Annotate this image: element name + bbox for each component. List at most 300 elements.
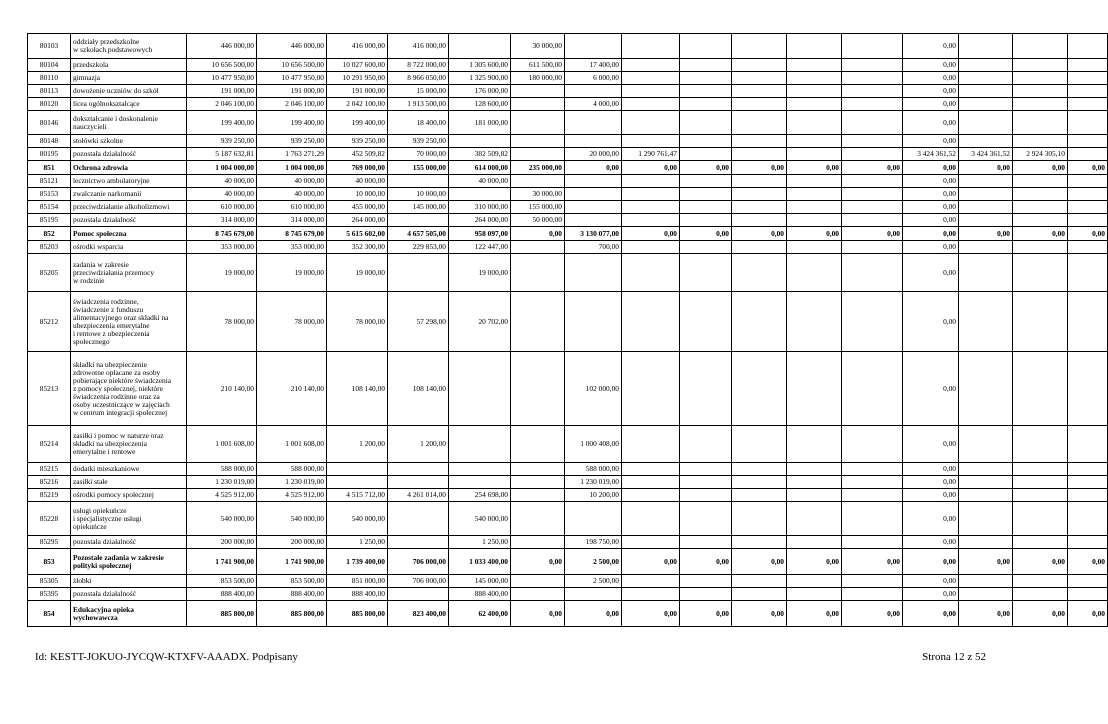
page-number-footer: Strona 12 z 52 [922,651,986,663]
statutory-tasks-cell [449,135,511,148]
social-benefits-cell: 2 500,00 [565,575,622,588]
col-14-cell [842,85,903,98]
salaries-cell [388,476,449,489]
statutory-tasks-cell: 122 447,00 [449,241,511,254]
unit-expenses-cell: 10 291 950,00 [327,72,388,85]
planned-total-cell: 210 140,00 [187,352,257,426]
social-benefits-cell: 102 000,00 [565,352,622,426]
col-18-cell [1068,188,1108,201]
planned-total-cell: 588 000,00 [187,463,257,476]
statutory-tasks-cell: 382 509,82 [449,148,511,161]
section-name-cell: pozostała działalność [71,148,187,161]
planned-total-cell: 2 046 100,00 [187,98,257,111]
guarantees-cell [680,98,732,111]
eu-investments-cell [1013,588,1068,601]
statutory-tasks-cell: 254 698,00 [449,489,511,502]
investments-cell [959,98,1013,111]
investments-cell [959,111,1013,135]
debt-service-cell [732,463,787,476]
eu-funds-cell [622,352,680,426]
col-18-cell [1068,575,1108,588]
guarantees-cell [680,426,732,463]
section-name-cell: ośrodki pomocy społecznej [71,489,187,502]
grants-cell: 180 000,00 [511,72,565,85]
col-14-cell: 0,00 [842,549,903,575]
property-expenses-cell: 0,00 [903,227,959,241]
property-expenses-cell: 0,00 [903,601,959,627]
table-row [28,463,1108,476]
col-14-cell [842,588,903,601]
investments-cell [959,254,1013,292]
debt-service-cell [732,214,787,227]
guarantees-cell: 0,00 [680,549,732,575]
salaries-cell: 1 200,00 [388,426,449,463]
col-14-cell [842,175,903,188]
salaries-cell [388,175,449,188]
property-expenses-cell: 0,00 [903,426,959,463]
planned-total-cell: 1 001 608,00 [187,426,257,463]
unit-expenses-cell [327,476,388,489]
col-18-cell: 0,00 [1068,549,1108,575]
col-18-cell [1068,85,1108,98]
classification-code-cell: 85195 [28,214,71,227]
property-expenses-cell: 0,00 [903,98,959,111]
investments-cell [959,188,1013,201]
social-benefits-cell: 198 750,00 [565,536,622,549]
property-expenses-cell: 0,00 [903,549,959,575]
guarantees-cell [680,292,732,352]
social-benefits-cell: 6 000,00 [565,72,622,85]
salaries-cell: 823 400,00 [388,601,449,627]
salaries-cell: 155 000,00 [388,161,449,175]
grants-cell [511,352,565,426]
table-row [28,111,1108,135]
property-expenses-cell: 3 424 361,52 [903,148,959,161]
salaries-cell [388,254,449,292]
debt-service-cell [732,489,787,502]
planned-total-cell: 191 000,00 [187,85,257,98]
guarantees-cell [680,85,732,98]
salaries-cell: 70 000,00 [388,148,449,161]
grants-cell [511,241,565,254]
col-14-cell: 0,00 [842,601,903,627]
salaries-cell: 939 250,00 [388,135,449,148]
grants-cell [511,135,565,148]
section-name-cell: świadczenia rodzinne, świadczenie z funduszu alimentacyjnego oraz składki na ubezpieczenia emerytalne i rentowe z ubezpieczenia społecznego [71,292,187,352]
debt-service-cell: 0,00 [732,227,787,241]
section-name-cell: przedszkola [71,59,187,72]
col-13-cell [787,575,842,588]
unit-expenses-cell: 352 300,00 [327,241,388,254]
table-row [28,352,1108,426]
table-row [28,292,1108,352]
planned-total-cell: 19 000,00 [187,254,257,292]
section-name-cell: Ochrona zdrowia [71,161,187,175]
guarantees-cell [680,536,732,549]
planned-total-cell: 888 400,00 [187,588,257,601]
unit-expenses-cell: 10 000,00 [327,188,388,201]
section-name-cell: dokształcanie i doskonalenie nauczycieli [71,111,187,135]
table-row [28,476,1108,489]
col-13-cell: 0,00 [787,601,842,627]
classification-code-cell: 80110 [28,72,71,85]
unit-expenses-cell: 416 000,00 [327,34,388,59]
col-18-cell [1068,72,1108,85]
social-benefits-cell [565,135,622,148]
social-benefits-cell [565,588,622,601]
current-expenses-cell: 78 000,00 [257,292,327,352]
property-expenses-cell: 0,00 [903,241,959,254]
eu-funds-cell [622,588,680,601]
eu-investments-cell [1013,254,1068,292]
eu-funds-cell: 0,00 [622,601,680,627]
social-benefits-cell: 700,00 [565,241,622,254]
section-row [28,161,1108,175]
classification-code-cell: 85213 [28,352,71,426]
eu-investments-cell [1013,111,1068,135]
grants-cell [511,426,565,463]
classification-code-cell: 853 [28,549,71,575]
current-expenses-cell: 40 000,00 [257,175,327,188]
grants-cell [511,476,565,489]
section-name-cell: przeciwdziałanie alkoholizmowi [71,201,187,214]
social-benefits-cell: 20 000,00 [565,148,622,161]
col-18-cell [1068,98,1108,111]
table-row [28,426,1108,463]
social-benefits-cell: 0,00 [565,161,622,175]
planned-total-cell: 1 230 019,00 [187,476,257,489]
col-14-cell: 0,00 [842,227,903,241]
current-expenses-cell: 10 656 500,00 [257,59,327,72]
col-13-cell [787,214,842,227]
unit-expenses-cell: 19 000,00 [327,254,388,292]
col-14-cell [842,489,903,502]
social-benefits-cell [565,502,622,536]
statutory-tasks-cell: 1 250,00 [449,536,511,549]
planned-total-cell: 5 187 632,81 [187,148,257,161]
grants-cell [511,111,565,135]
section-name-cell: zasiłki i pomoc w naturze oraz składki na ubezpieczenia emerytalne i rentowe [71,426,187,463]
salaries-cell: 8 722 000,00 [388,59,449,72]
statutory-tasks-cell: 40 000,00 [449,175,511,188]
statutory-tasks-cell [449,426,511,463]
table-row [28,72,1108,85]
statutory-tasks-cell: 310 000,00 [449,201,511,214]
debt-service-cell [732,476,787,489]
property-expenses-cell: 0,00 [903,575,959,588]
debt-service-cell [732,34,787,59]
property-expenses-cell: 0,00 [903,161,959,175]
section-name-cell: licea ogólnokształcące [71,98,187,111]
guarantees-cell [680,352,732,426]
section-name-cell: pozostała działalność [71,214,187,227]
grants-cell [511,98,565,111]
social-benefits-cell: 0,00 [565,601,622,627]
guarantees-cell [680,34,732,59]
debt-service-cell [732,588,787,601]
eu-funds-cell [622,72,680,85]
property-expenses-cell: 0,00 [903,175,959,188]
social-benefits-cell: 17 400,00 [565,59,622,72]
investments-cell [959,352,1013,426]
col-14-cell [842,536,903,549]
property-expenses-cell: 0,00 [903,489,959,502]
eu-investments-cell [1013,135,1068,148]
current-expenses-cell: 314 000,00 [257,214,327,227]
col-14-cell [842,426,903,463]
property-expenses-cell: 0,00 [903,352,959,426]
col-14-cell [842,292,903,352]
budget-table [27,33,1108,627]
col-14-cell [842,575,903,588]
social-benefits-cell: 588 000,00 [565,463,622,476]
col-18-cell: 0,00 [1068,601,1108,627]
col-18-cell [1068,135,1108,148]
grants-cell: 235 000,00 [511,161,565,175]
property-expenses-cell: 0,00 [903,476,959,489]
current-expenses-cell: 1 741 900,00 [257,549,327,575]
col-18-cell [1068,201,1108,214]
social-benefits-cell [565,188,622,201]
salaries-cell: 229 853,00 [388,241,449,254]
guarantees-cell [680,135,732,148]
grants-cell [511,536,565,549]
col-14-cell [842,201,903,214]
eu-investments-cell [1013,175,1068,188]
eu-funds-cell [622,463,680,476]
col-18-cell [1068,214,1108,227]
investments-cell [959,536,1013,549]
debt-service-cell: 0,00 [732,601,787,627]
property-expenses-cell: 0,00 [903,59,959,72]
table-row [28,98,1108,111]
section-name-cell: Pomoc społeczna [71,227,187,241]
salaries-cell: 706 000,00 [388,549,449,575]
guarantees-cell [680,254,732,292]
eu-funds-cell: 0,00 [622,227,680,241]
table-row [28,34,1108,59]
col-13-cell [787,188,842,201]
unit-expenses-cell: 78 000,00 [327,292,388,352]
eu-funds-cell [622,175,680,188]
social-benefits-cell [565,292,622,352]
col-13-cell [787,426,842,463]
eu-funds-cell [622,476,680,489]
social-benefits-cell [565,34,622,59]
col-18-cell [1068,34,1108,59]
section-name-cell: Edukacyjna opieka wychowawcza [71,601,187,627]
col-14-cell [842,476,903,489]
unit-expenses-cell: 851 000,00 [327,575,388,588]
unit-expenses-cell: 1 739 400,00 [327,549,388,575]
eu-funds-cell [622,502,680,536]
social-benefits-cell: 4 000,00 [565,98,622,111]
col-18-cell [1068,489,1108,502]
investments-cell: 0,00 [959,601,1013,627]
unit-expenses-cell: 888 400,00 [327,588,388,601]
eu-funds-cell: 0,00 [622,161,680,175]
section-name-cell: pozostała działalność [71,536,187,549]
eu-investments-cell [1013,59,1068,72]
document-id-footer: Id: KESTT-JOKUO-JYCQW-KTXFV-AAADX. Podpisany [35,651,298,663]
current-expenses-cell: 885 800,00 [257,601,327,627]
col-14-cell [842,135,903,148]
debt-service-cell [732,536,787,549]
investments-cell [959,59,1013,72]
col-13-cell [787,241,842,254]
classification-code-cell: 85214 [28,426,71,463]
debt-service-cell [732,254,787,292]
planned-total-cell: 610 000,00 [187,201,257,214]
current-expenses-cell: 610 000,00 [257,201,327,214]
current-expenses-cell: 199 400,00 [257,111,327,135]
planned-total-cell: 8 745 679,00 [187,227,257,241]
section-name-cell: dodatki mieszkaniowe [71,463,187,476]
section-name-cell: stołówki szkolne [71,135,187,148]
eu-funds-cell [622,575,680,588]
eu-investments-cell [1013,575,1068,588]
social-benefits-cell [565,85,622,98]
col-18-cell [1068,536,1108,549]
classification-code-cell: 85154 [28,201,71,214]
debt-service-cell [732,135,787,148]
classification-code-cell: 85395 [28,588,71,601]
col-18-cell [1068,175,1108,188]
social-benefits-cell [565,111,622,135]
statutory-tasks-cell: 20 702,00 [449,292,511,352]
col-13-cell [787,59,842,72]
salaries-cell [388,463,449,476]
property-expenses-cell: 0,00 [903,34,959,59]
statutory-tasks-cell: 888 400,00 [449,588,511,601]
eu-investments-cell: 0,00 [1013,601,1068,627]
classification-code-cell: 80195 [28,148,71,161]
guarantees-cell [680,489,732,502]
current-expenses-cell: 10 477 950,00 [257,72,327,85]
guarantees-cell: 0,00 [680,227,732,241]
current-expenses-cell: 540 000,00 [257,502,327,536]
table-row [28,175,1108,188]
section-name-cell: żłobki [71,575,187,588]
planned-total-cell: 200 000,00 [187,536,257,549]
section-name-cell: zadania w zakresie przeciwdziałania przemocy w rodzinie [71,254,187,292]
eu-funds-cell: 0,00 [622,549,680,575]
unit-expenses-cell: 40 000,00 [327,175,388,188]
debt-service-cell [732,98,787,111]
unit-expenses-cell: 1 250,00 [327,536,388,549]
property-expenses-cell: 0,00 [903,72,959,85]
col-13-cell [787,148,842,161]
planned-total-cell: 314 000,00 [187,214,257,227]
table-row [28,575,1108,588]
section-name-cell: Pozostałe zadania w zakresie polityki społecznej [71,549,187,575]
debt-service-cell [732,575,787,588]
table-row [28,85,1108,98]
classification-code-cell: 80103 [28,34,71,59]
guarantees-cell [680,201,732,214]
col-13-cell: 0,00 [787,549,842,575]
investments-cell [959,588,1013,601]
eu-investments-cell [1013,536,1068,549]
current-expenses-cell: 1 230 019,00 [257,476,327,489]
salaries-cell [388,588,449,601]
salaries-cell: 1 913 500,00 [388,98,449,111]
unit-expenses-cell: 452 509,82 [327,148,388,161]
unit-expenses-cell: 455 000,00 [327,201,388,214]
eu-funds-cell [622,241,680,254]
eu-investments-cell [1013,214,1068,227]
eu-funds-cell: 1 290 761,47 [622,148,680,161]
col-13-cell [787,489,842,502]
eu-investments-cell [1013,98,1068,111]
eu-investments-cell [1013,85,1068,98]
guarantees-cell [680,502,732,536]
statutory-tasks-cell: 145 000,00 [449,575,511,588]
col-14-cell [842,188,903,201]
eu-funds-cell [622,59,680,72]
investments-cell [959,575,1013,588]
col-18-cell: 0,00 [1068,161,1108,175]
investments-cell [959,489,1013,502]
debt-service-cell [732,241,787,254]
statutory-tasks-cell: 181 000,00 [449,111,511,135]
property-expenses-cell: 0,00 [903,588,959,601]
col-18-cell [1068,463,1108,476]
eu-investments-cell: 0,00 [1013,227,1068,241]
eu-investments-cell [1013,476,1068,489]
classification-code-cell: 80148 [28,135,71,148]
col-13-cell [787,588,842,601]
social-benefits-cell: 2 500,00 [565,549,622,575]
debt-service-cell [732,59,787,72]
current-expenses-cell: 2 046 100,00 [257,98,327,111]
table-row [28,489,1108,502]
statutory-tasks-cell [449,463,511,476]
grants-cell: 0,00 [511,549,565,575]
investments-cell [959,34,1013,59]
debt-service-cell: 0,00 [732,161,787,175]
table-row [28,502,1108,536]
classification-code-cell: 85121 [28,175,71,188]
unit-expenses-cell: 191 000,00 [327,85,388,98]
salaries-cell [388,502,449,536]
section-name-cell: zwalczanie narkomanii [71,188,187,201]
table-row [28,254,1108,292]
col-13-cell [787,175,842,188]
guarantees-cell [680,175,732,188]
table-row [28,241,1108,254]
planned-total-cell: 885 800,00 [187,601,257,627]
classification-code-cell: 85228 [28,502,71,536]
classification-code-cell: 854 [28,601,71,627]
salaries-cell: 4 261 014,00 [388,489,449,502]
col-14-cell [842,463,903,476]
col-18-cell [1068,352,1108,426]
classification-code-cell: 85305 [28,575,71,588]
grants-cell [511,175,565,188]
debt-service-cell [732,72,787,85]
col-13-cell [787,352,842,426]
eu-investments-cell: 2 924 305,10 [1013,148,1068,161]
investments-cell [959,241,1013,254]
table-row [28,201,1108,214]
col-13-cell [787,72,842,85]
guarantees-cell: 0,00 [680,601,732,627]
classification-code-cell: 851 [28,161,71,175]
eu-investments-cell [1013,502,1068,536]
eu-funds-cell [622,98,680,111]
col-13-cell [787,201,842,214]
